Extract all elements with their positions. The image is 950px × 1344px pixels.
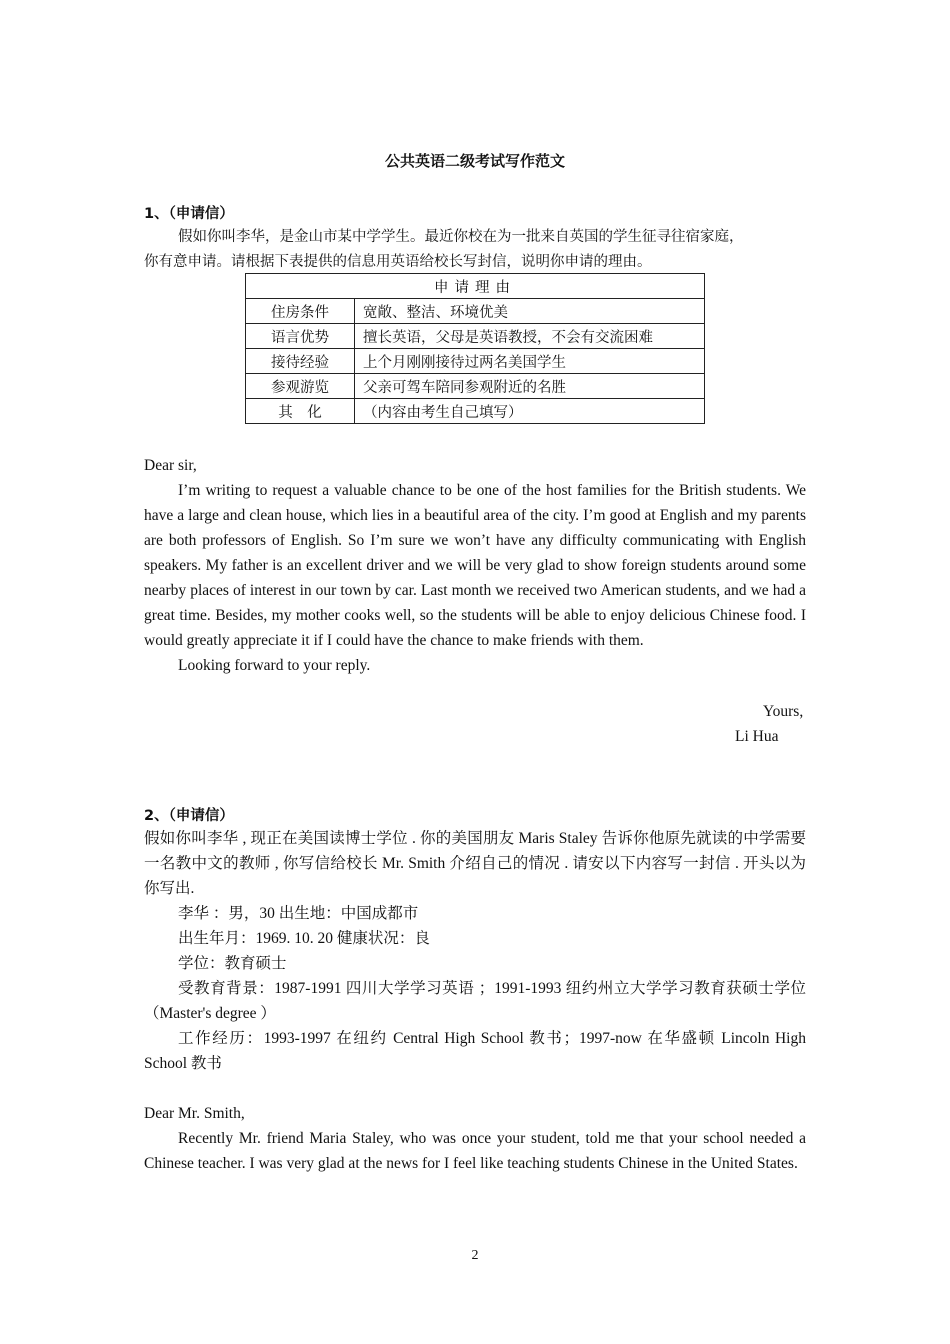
table-header: 申请理由 <box>246 274 705 299</box>
letter-1-closing: Looking forward to your reply. <box>178 657 371 674</box>
info-line: 工作经历：1993-1997 在纽约 Central High School 教书；1997-now 在华盛顿 Lincoln High School 教书 <box>144 1030 806 1072</box>
table-header-row <box>246 274 705 299</box>
info-line: 学位：教育硕士 <box>178 955 287 972</box>
section-2-heading: 2、（申请信） <box>144 808 234 824</box>
info-line: 受教育背景：1987-1991 四川大学学习英语 ；1991-1993 纽约州立大学学习教育获硕士学位（Master's degree ） <box>144 980 806 1022</box>
reasons-table <box>245 273 705 424</box>
table-row <box>246 349 705 374</box>
prompt-line-2: 你有意申请。请根据下表提供的信息用英语给校长写封信，说明你申请的理由。 <box>144 254 652 270</box>
section-1-heading: 1、（申请信） <box>144 206 234 222</box>
row-label: 参观游览 <box>246 374 355 399</box>
row-value: 父亲可驾车陪同参观附近的名胜 <box>355 374 705 399</box>
row-value: 宽敞、整洁、环境优美 <box>355 299 705 324</box>
info-line: 出生年月：1969. 10. 20 健康状况：良 <box>178 930 430 947</box>
section-1-prompt <box>144 225 806 275</box>
table-row <box>246 374 705 399</box>
signature: Li Hua <box>735 728 779 745</box>
letter-2-greeting: Dear Mr. Smith, <box>144 1105 245 1122</box>
table-row <box>246 299 705 324</box>
row-label: 接待经验 <box>246 349 355 374</box>
section-2-prompt-block <box>144 826 806 1076</box>
page-number: 2 <box>471 1248 479 1263</box>
letter-1-body: I’m writing to request a valuable chance to be one of the host families for the British students. We have a large and clean house, which lies in a beautiful area of the city. I’m good at English and my parents are both professors of English. So I’m sure we won’t have any difficulty communicating with English speakers. My father is an excellent driver and we will be very glad to show foreign students around some nearby places of interest in our town by car. Last month we received two American students, and we had a great time. Besides, my mother cooks well, so the students will be able to enjoy delicious Chinese food. I would greatly appreciate it if I could have the chance to make friends with them. <box>144 482 806 649</box>
page-title: 公共英语二级考试写作范文 <box>384 152 565 170</box>
row-value: 擅长英语，父母是英语教授，不会有交流困难 <box>355 324 705 349</box>
row-label: 其 化 <box>246 399 355 424</box>
table-row <box>246 399 705 424</box>
row-label: 住房条件 <box>246 299 355 324</box>
row-label: 语言优势 <box>246 324 355 349</box>
letter-2-body: Recently Mr. friend Maria Staley, who was once your student, told me that your school needed a Chinese teacher. I was very glad at the news for I feel like teaching students Chinese in the United States. <box>144 1130 806 1172</box>
prompt-line-1: 假如你叫李华，是金山市某中学学生。最近你校在为一批来自英国的学生征寻往宿家庭， <box>178 229 744 245</box>
section-2-prompt: 假如你叫李华 , 现正在美国读博士学位 . 你的美国朋友 Maris Staley 告诉你他原先就读的中学需要一名教中文的教师 , 你写信给校长 Mr. Smith 介绍自己的情况 . 请安以下内容写一封信 . 开头以为你写出. <box>144 830 806 897</box>
info-line: 李华 ：男，30 出生地：中国成都市 <box>178 905 419 922</box>
row-value: （内容由考生自己填写） <box>355 399 705 424</box>
row-value: 上个月刚刚接待过两名美国学生 <box>355 349 705 374</box>
letter-1 <box>144 453 806 678</box>
letter-2 <box>144 1101 806 1176</box>
table-row <box>246 324 705 349</box>
sign-off: Yours, <box>763 703 804 720</box>
letter-1-greeting: Dear sir, <box>144 457 197 474</box>
